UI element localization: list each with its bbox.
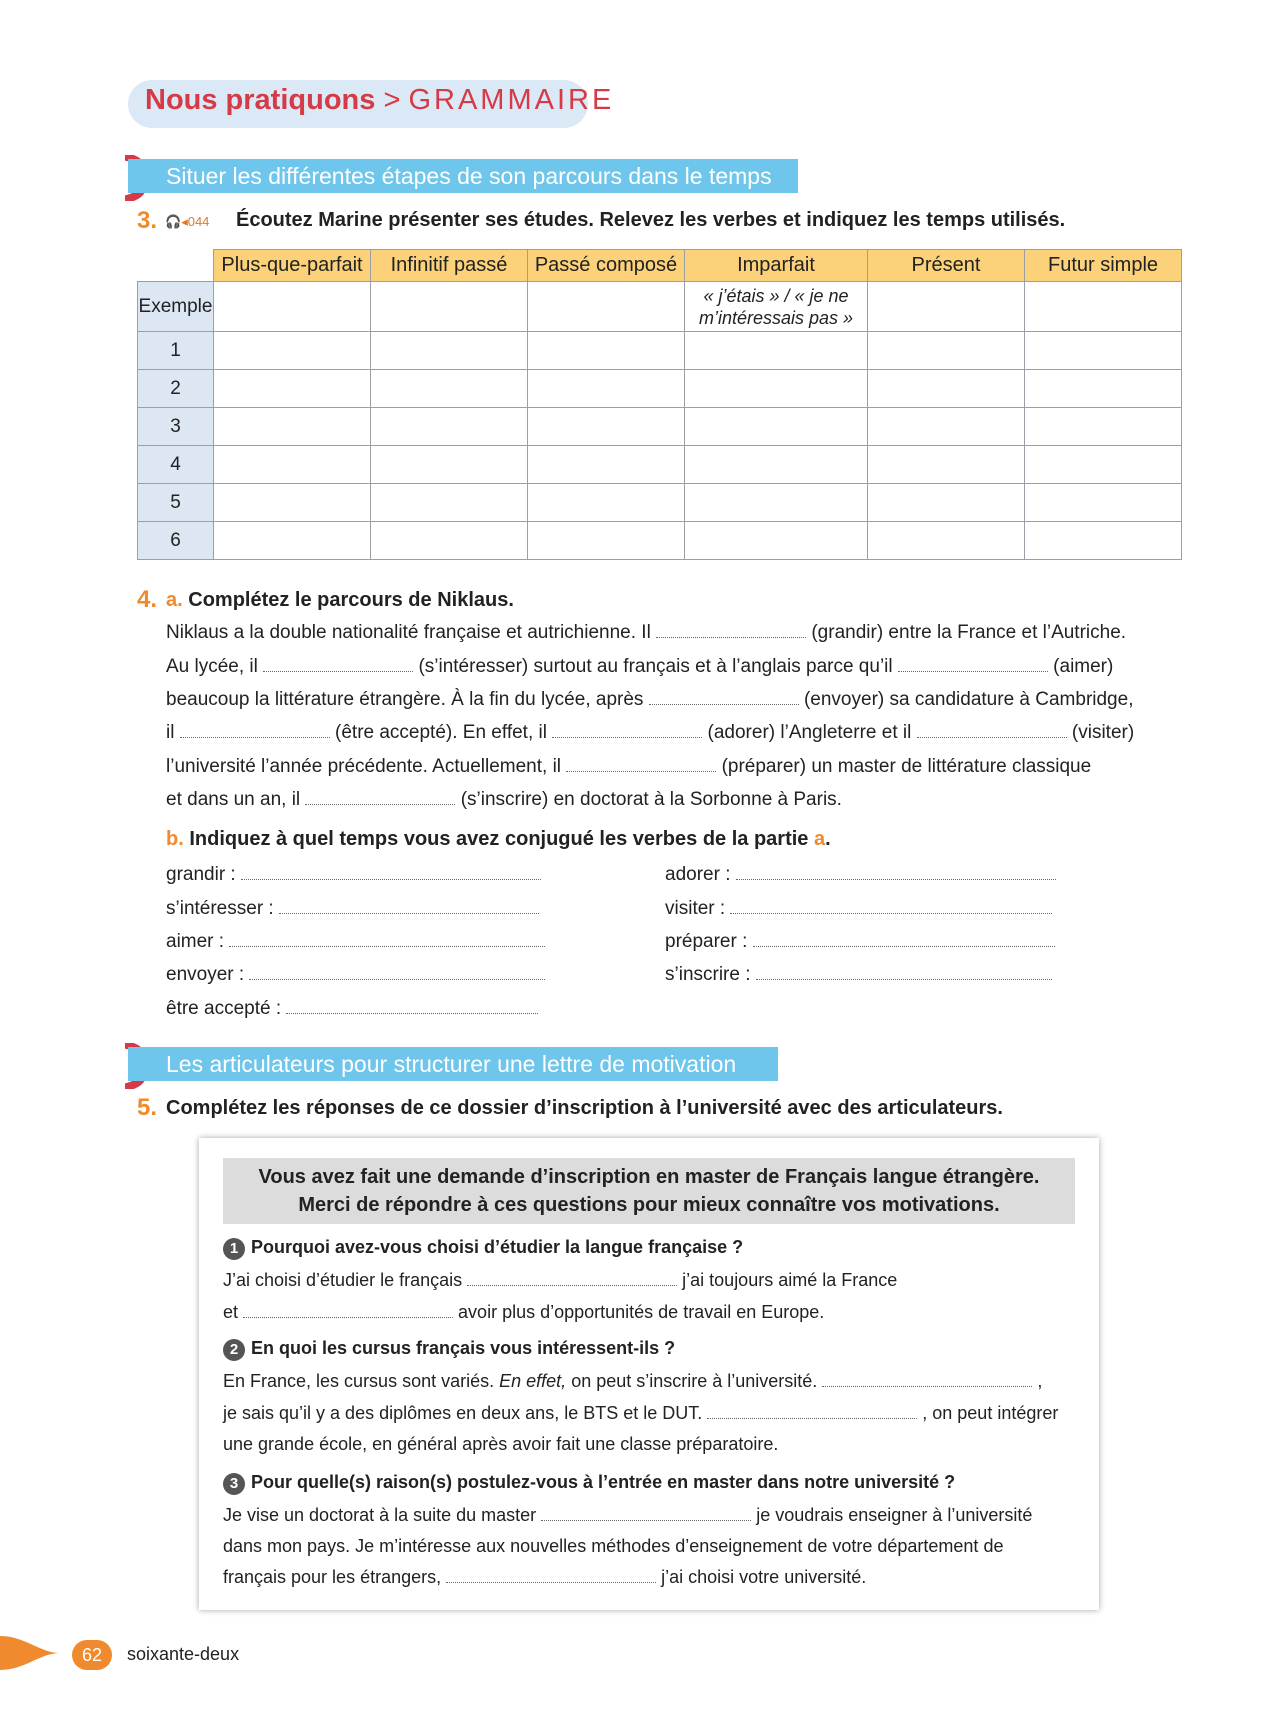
table-cell[interactable] bbox=[371, 282, 528, 332]
table-cell[interactable] bbox=[1025, 408, 1182, 446]
row-header: 2 bbox=[138, 370, 214, 408]
verb-answer-row: visiter : bbox=[665, 898, 1052, 920]
verb-answer-row: préparer : bbox=[665, 931, 1055, 953]
table-cell[interactable] bbox=[1025, 282, 1182, 332]
table-cell[interactable] bbox=[214, 484, 371, 522]
exercise-instruction: a. Complétez le parcours de Niklaus. bbox=[166, 589, 514, 611]
blank-field[interactable] bbox=[243, 1303, 453, 1318]
column-header: Présent bbox=[868, 250, 1025, 282]
table-cell[interactable] bbox=[685, 484, 868, 522]
exercise-instruction: Écoutez Marine présenter ses études. Relevez les verbes et indiquez les temps utilisés. bbox=[236, 209, 1066, 231]
table-cell[interactable] bbox=[1025, 370, 1182, 408]
table-cell[interactable] bbox=[528, 332, 685, 370]
table-cell[interactable] bbox=[1025, 446, 1182, 484]
row-header: 5 bbox=[138, 484, 214, 522]
table-cell[interactable] bbox=[868, 332, 1025, 370]
table-cell[interactable] bbox=[868, 446, 1025, 484]
blank-field[interactable] bbox=[898, 657, 1048, 672]
table-cell[interactable] bbox=[528, 446, 685, 484]
verb-answer-row: s’inscrire : bbox=[665, 964, 1052, 986]
table-cell[interactable] bbox=[868, 282, 1025, 332]
blank-field[interactable] bbox=[305, 790, 455, 805]
blank-field[interactable] bbox=[917, 723, 1067, 738]
blank-field[interactable] bbox=[541, 1506, 751, 1521]
table-cell[interactable] bbox=[868, 408, 1025, 446]
answer-field[interactable] bbox=[249, 965, 545, 980]
table-cell[interactable] bbox=[371, 408, 528, 446]
table-cell[interactable] bbox=[868, 484, 1025, 522]
section-banner-2: Les articulateurs pour structurer une lettre de motivation bbox=[128, 1047, 778, 1081]
table-cell[interactable] bbox=[1025, 484, 1182, 522]
row-header: 6 bbox=[138, 522, 214, 560]
page-number-text: soixante-deux bbox=[127, 1644, 240, 1664]
table-cell[interactable] bbox=[371, 332, 528, 370]
answer-line: dans mon pays. Je m’intéresse aux nouvelles méthodes d’enseignement de votre département de bbox=[223, 1536, 1004, 1556]
table-cell[interactable] bbox=[685, 370, 868, 408]
blank-field[interactable] bbox=[822, 1372, 1032, 1387]
answer-field[interactable] bbox=[279, 899, 539, 914]
exercise-number: 5. bbox=[137, 1094, 158, 1121]
table-cell[interactable] bbox=[371, 484, 528, 522]
answer-field[interactable] bbox=[753, 932, 1055, 947]
verb-answer-row: aimer : bbox=[166, 931, 546, 953]
answer-line: et avoir plus d’opportunités de travail en Europe. bbox=[223, 1302, 825, 1322]
table-cell[interactable] bbox=[214, 370, 371, 408]
answer-field[interactable] bbox=[736, 865, 1056, 880]
number-badge: 1 bbox=[223, 1238, 245, 1260]
answer-line: En France, les cursus sont variés. En effet, on peut s’inscrire à l’université. , bbox=[223, 1371, 1043, 1391]
table-cell[interactable] bbox=[214, 332, 371, 370]
exercise-number: 3. bbox=[137, 207, 158, 234]
table-cell[interactable] bbox=[371, 370, 528, 408]
page-title: Nous pratiquons > GRAMMAIRE bbox=[145, 84, 615, 116]
blank-field[interactable] bbox=[566, 757, 716, 772]
column-header: Futur simple bbox=[1025, 250, 1182, 282]
blank-field[interactable] bbox=[467, 1271, 677, 1286]
answer-line: Je vise un doctorat à la suite du master je voudrais enseigner à l’université bbox=[223, 1505, 1033, 1525]
answer-line: une grande école, en général après avoir fait une classe préparatoire. bbox=[223, 1434, 779, 1454]
table-corner bbox=[138, 250, 214, 282]
blank-field[interactable] bbox=[446, 1568, 656, 1583]
column-header: Imparfait bbox=[685, 250, 868, 282]
verb-answer-row: adorer : bbox=[665, 864, 1056, 886]
table-cell[interactable] bbox=[1025, 522, 1182, 560]
verb-answer-row: grandir : bbox=[166, 864, 546, 886]
table-cell[interactable] bbox=[528, 484, 685, 522]
exercise-number: 4. bbox=[137, 586, 158, 613]
page-number: 62 bbox=[72, 1640, 112, 1670]
table-cell[interactable] bbox=[685, 408, 868, 446]
number-badge: 2 bbox=[223, 1339, 245, 1361]
text-line: beaucoup la littérature étrangère. À la fin du lycée, après (envoyer) sa candidature à Cambridge, bbox=[166, 689, 1134, 710]
example-cell: « j’étais » / « je ne m’intéressais pas » bbox=[685, 282, 868, 332]
row-header: 4 bbox=[138, 446, 214, 484]
question-1: 1 Pourquoi avez-vous choisi d’étudier la langue française ? bbox=[223, 1237, 743, 1260]
table-cell[interactable] bbox=[685, 522, 868, 560]
table-cell[interactable] bbox=[685, 332, 868, 370]
text-line: il (être accepté). En effet, il (adorer) l’Angleterre et il (visiter) bbox=[166, 722, 1135, 743]
text-line: Au lycée, il (s’intéresser) surtout au français et à l’anglais parce qu’il (aimer) bbox=[166, 656, 1114, 677]
table-cell[interactable] bbox=[528, 522, 685, 560]
number-badge: 3 bbox=[223, 1473, 245, 1495]
question-2: 2 En quoi les cursus français vous intéressent-ils ? bbox=[223, 1338, 675, 1361]
table-cell[interactable] bbox=[868, 370, 1025, 408]
tense-table bbox=[137, 249, 1182, 560]
table-cell[interactable] bbox=[685, 446, 868, 484]
audio-track[interactable]: 🎧◂044 bbox=[165, 214, 210, 229]
table-cell[interactable] bbox=[528, 282, 685, 332]
text-line: l’université l’année précédente. Actuellement, il (préparer) un master de littérature classique bbox=[166, 756, 1092, 777]
table-cell[interactable] bbox=[214, 522, 371, 560]
answer-field[interactable] bbox=[229, 932, 545, 947]
answer-line: J’ai choisi d’étudier le français j’ai toujours aimé la France bbox=[223, 1270, 898, 1290]
exercise-instruction: Complétez les réponses de ce dossier d’inscription à l’université avec des articulateurs. bbox=[166, 1097, 1003, 1119]
table-cell[interactable] bbox=[214, 282, 371, 332]
text-line: Niklaus a la double nationalité française et autrichienne. Il (grandir) entre la France et l’Autriche. bbox=[166, 622, 1127, 643]
row-header-example: Exemple bbox=[138, 282, 214, 332]
table-cell[interactable] bbox=[371, 522, 528, 560]
table-cell[interactable] bbox=[214, 408, 371, 446]
column-header: Infinitif passé bbox=[371, 250, 528, 282]
question-3: 3 Pour quelle(s) raison(s) postulez-vous à l’entrée en master dans notre université ? bbox=[223, 1472, 955, 1495]
headphones-icon: 🎧 bbox=[165, 214, 182, 229]
answer-field[interactable] bbox=[241, 865, 541, 880]
blank-field[interactable] bbox=[649, 690, 799, 705]
verb-answer-row: envoyer : bbox=[166, 964, 546, 986]
table-cell[interactable] bbox=[214, 446, 371, 484]
form-header: Vous avez fait une demande d’inscription en master de Français langue étrangère. Merci de répondre à ces questions pour mieux connaître vos motivations. bbox=[223, 1158, 1075, 1224]
table-cell[interactable] bbox=[528, 370, 685, 408]
table-cell[interactable] bbox=[868, 522, 1025, 560]
exercise-instruction-b: b. Indiquez à quel temps vous avez conjugué les verbes de la partie a. bbox=[166, 828, 831, 850]
section-banner-1: Situer les différentes étapes de son parcours dans le temps bbox=[128, 159, 798, 193]
answer-field[interactable] bbox=[756, 965, 1052, 980]
blank-field[interactable] bbox=[552, 723, 702, 738]
blank-field[interactable] bbox=[263, 657, 413, 672]
answer-line: je sais qu’il y a des diplômes en deux ans, le BTS et le DUT. , on peut intégrer bbox=[223, 1403, 1059, 1423]
table-cell[interactable] bbox=[528, 408, 685, 446]
text-line: et dans un an, il (s’inscrire) en doctorat à la Sorbonne à Paris. bbox=[166, 789, 842, 810]
column-header: Plus-que-parfait bbox=[214, 250, 371, 282]
answer-field[interactable] bbox=[730, 899, 1052, 914]
blank-field[interactable] bbox=[180, 723, 330, 738]
column-header: Passé composé bbox=[528, 250, 685, 282]
answer-field[interactable] bbox=[286, 999, 538, 1014]
table-cell[interactable] bbox=[371, 446, 528, 484]
verb-answer-row: s’intéresser : bbox=[166, 898, 546, 920]
row-header: 1 bbox=[138, 332, 214, 370]
blank-field[interactable] bbox=[656, 623, 806, 638]
table-cell[interactable] bbox=[1025, 332, 1182, 370]
answer-line: français pour les étrangers, j’ai choisi votre université. bbox=[223, 1567, 867, 1587]
row-header: 3 bbox=[138, 408, 214, 446]
verb-answer-row: être accepté : bbox=[166, 998, 546, 1020]
blank-field[interactable] bbox=[707, 1404, 917, 1419]
